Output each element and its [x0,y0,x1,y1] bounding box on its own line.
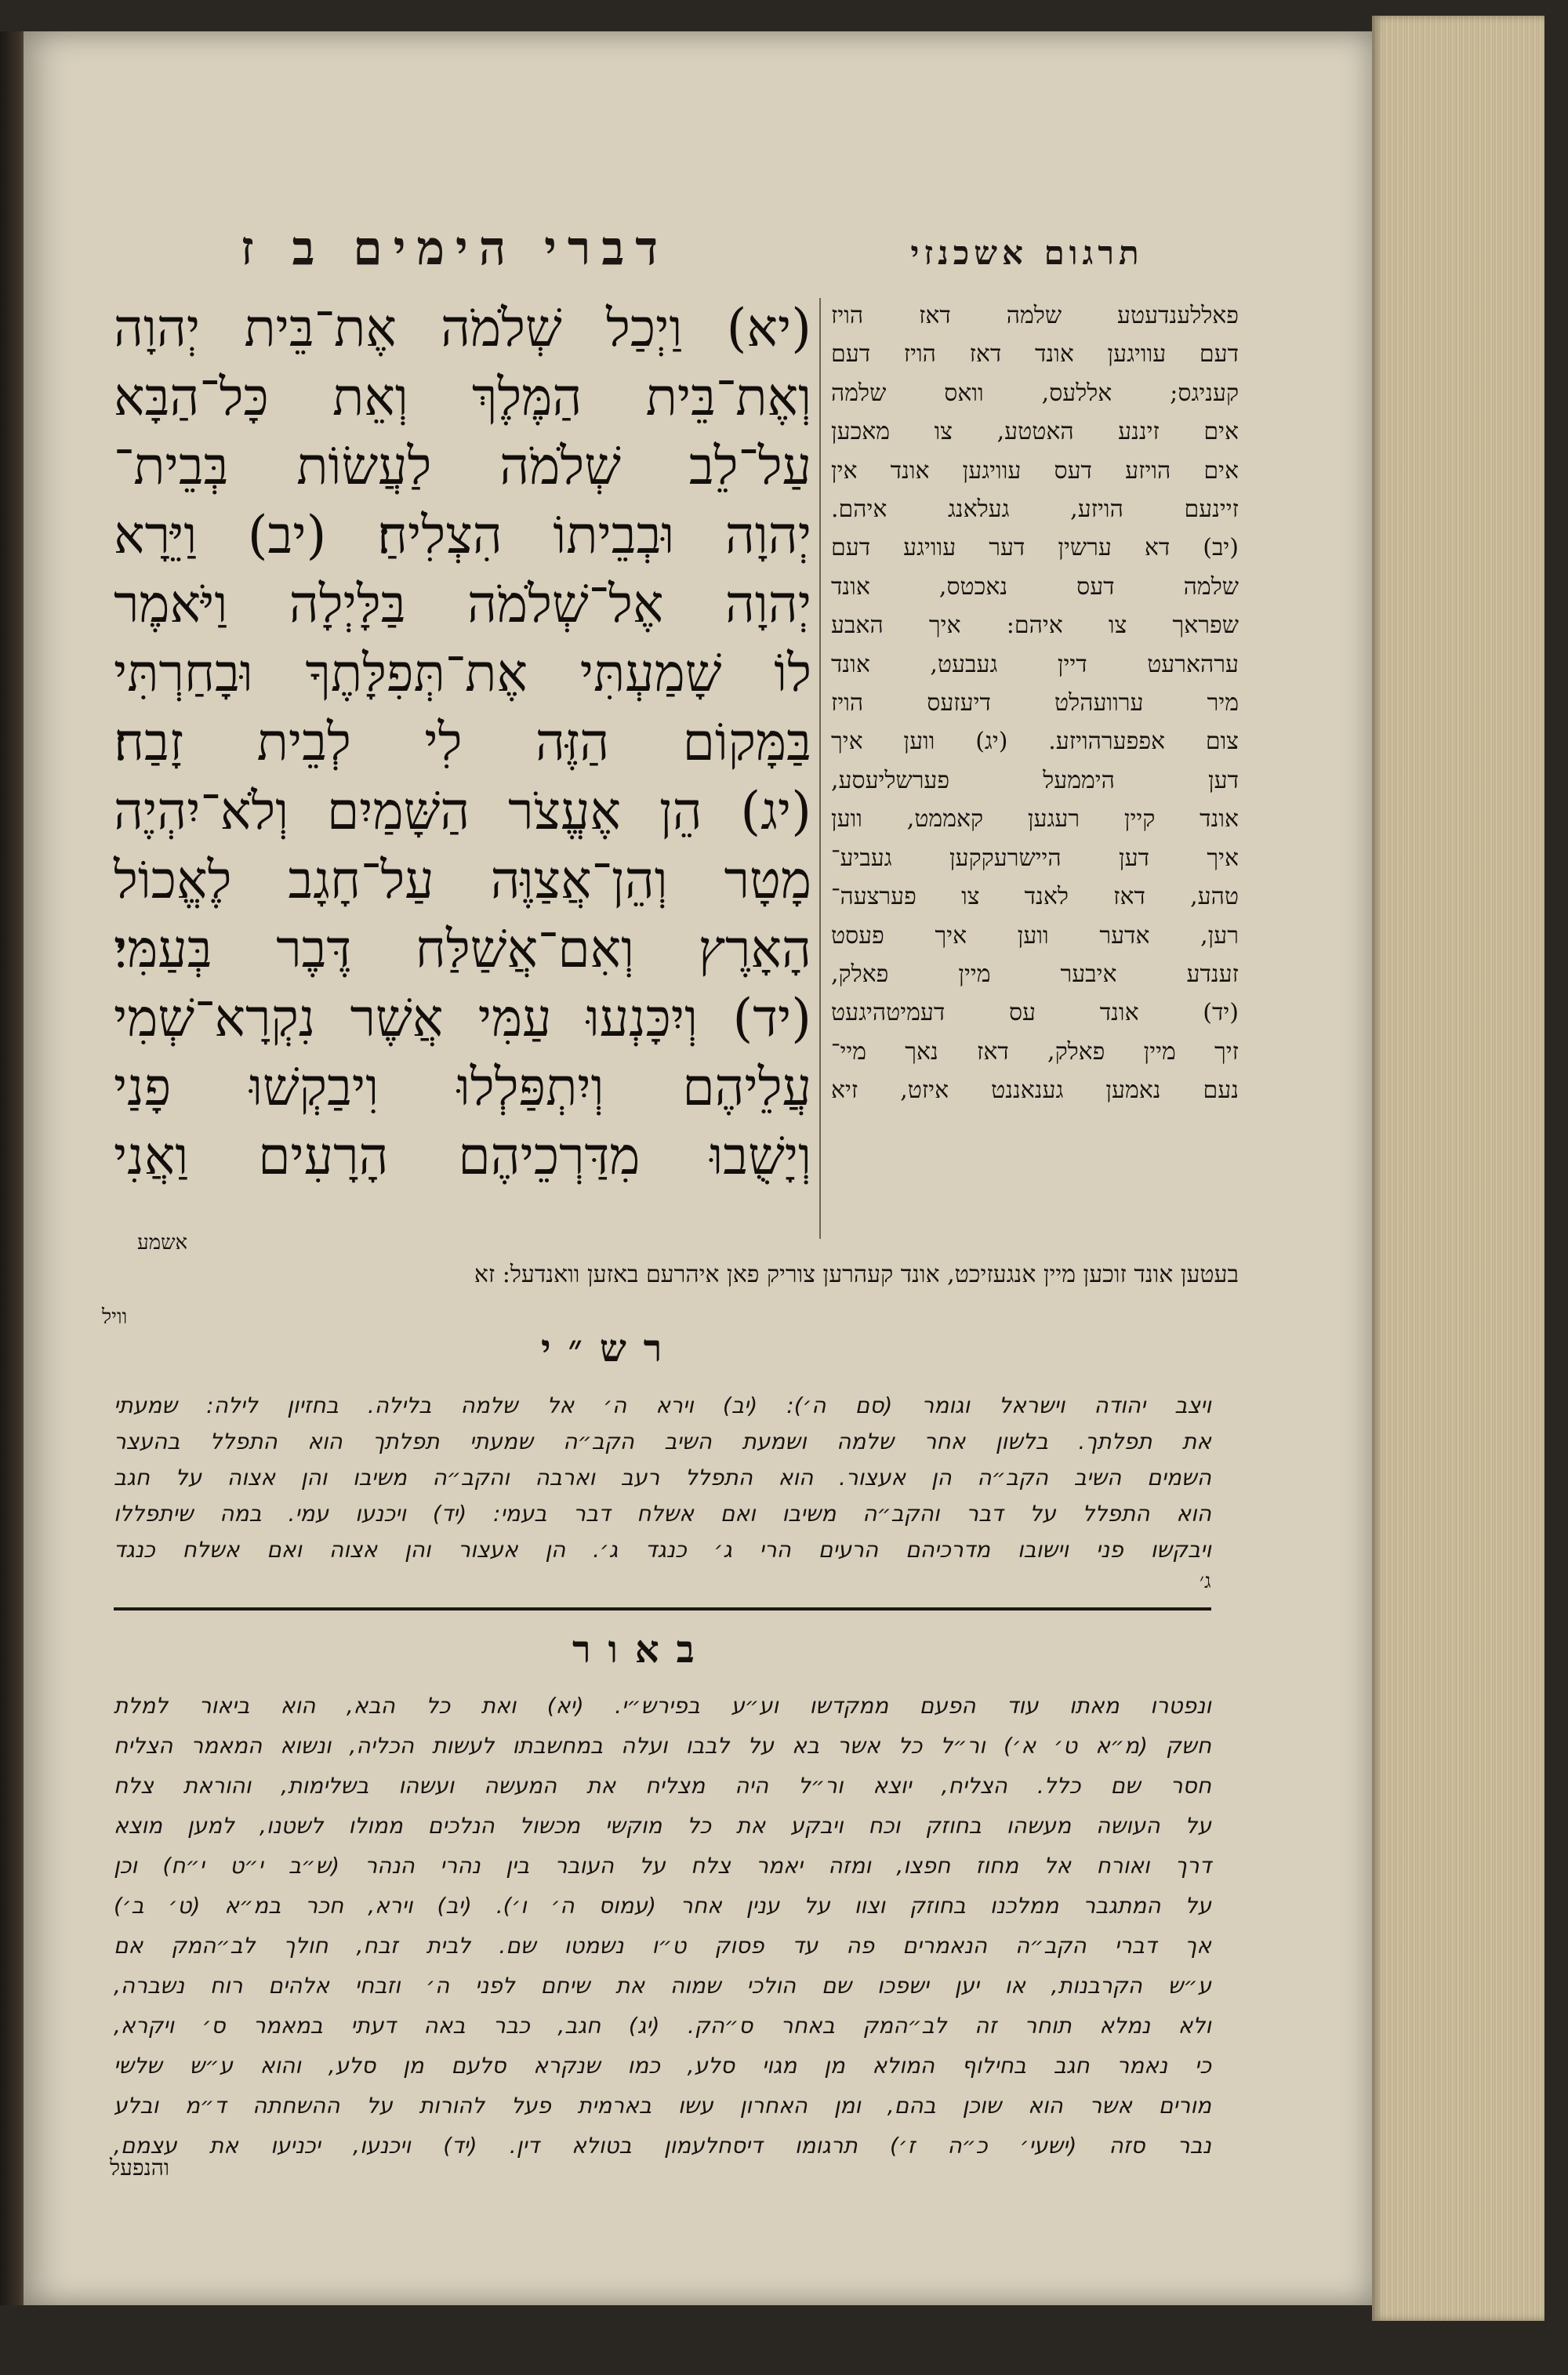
rashi-tail: ג׳ [1200,1570,1211,1593]
biur-line: ונפטרו מאתו עוד הפעם ממקדשו וע״ע בפירש״י. (יא) ואת כל הבא, הוא ביאור למלת [114,1693,1211,1719]
targum-line: ערהארעט דיין געבעט, אונד [831,650,1239,678]
rashi-title: רש״י [541,1327,680,1371]
verse-line: יְהוָה וּבְבֵיתוֹ הִצְלִיחַ׃ (יב) וַיֵּרָא [114,505,811,565]
verse-line: (יד) וְיִכָּנְעוּ עַמִּי אֲשֶׁר נִקְרָא־שְׁמִי [114,988,811,1048]
targum-line: אונד קיין רעגען קאממט, ווען [831,805,1239,833]
verse-line: וְיָשֻׁבוּ מִדַּרְכֵיהֶם הָרָעִים וַאֲנִי [114,1126,811,1186]
targum-line: שלמה דעס נאכטס, אונד [831,572,1239,601]
rashi-line: את תפלתך. בלשון אחר שלמה ושמעת השיב הקב״ה שמעתי תפלתך הוא התפלל בהעצר [114,1429,1211,1454]
section-rule [114,1607,1211,1611]
running-header-left: דברי הימים ב ז [240,221,670,276]
biur-line: אך דברי הקב״ה הנאמרים פה עד פסוק ט״ו נשמטו שם. לבית זבח, חולך לב״המק אם [114,1933,1211,1959]
targum-line: דעם עוויגען אונד דאז הויז דעם [831,340,1239,369]
verse-line: הָאָרֶץ וְאִם־אֲשַׁלַּח דֶּבֶר בְּעַמִּי׃ [114,919,811,979]
verse-line: וְאֶת־בֵּית הַמֶּלֶךְ וְאֵת כָּל־הַבָּא [114,367,811,427]
targum-line: נעם נאמען גענאננט איזט, זיא [831,1077,1239,1105]
running-header-right: תרגום אשכנזי [910,234,1144,272]
verse-line: לוֹ שָׁמַעְתִּי אֶת־תְּפִלָּתֶךָ וּבָחַרְתִּי [114,643,811,703]
biur-line: כי נאמר חגב בחילוף המולא מן מגוי סלע, כמו שנקרא סלעם מן סלע, והוא ע״ש שלשי [114,2053,1211,2079]
verse-line: (יג) הֵן אֶעֱצֹר הַשָּׁמַיִם וְלֹא־יִהְיֶה [114,781,811,841]
verse-line: עֲלֵיהֶם וְיִתְפַּלְלוּ וִיבַקְשׁוּ פָנַי [114,1057,811,1117]
targum-line: פאללענדעטע שלמה דאז הויז [831,302,1239,329]
page-fore-edge [1372,16,1544,2321]
rashi-line: השמים השיב הקב״ה הן אעצור. הוא התפלל רעב וארבה והקב״ה משיבו והן אצוה על חגב [114,1465,1211,1491]
targum-line: קעניגס; אללעס, וואס שלמה [831,379,1239,407]
biur-line: ע״ש הקרבנות, או יען ישפכו שם הולכי שמוה את שיחם לפני ה׳ וזבחי אלהים רוח נשברה, [114,1973,1211,1999]
targum-line: איך דען היישרעקקען געביע־ [831,844,1239,872]
verse-line: (יא) וַיְכַל שְׁלֹמֹה אֶת־בֵּית יְהוָה [114,298,811,358]
biur-title: באור [572,1628,712,1672]
targum-continuation-line: בעטען אונד זוכען מיין אנגעזיכט, אונד קעהרען צוריק פאן איהרעם באזען וואנדעל: זא [474,1261,1239,1288]
catchword-targum: וויל [102,1306,128,1329]
targum-line: טהע, דאז לאנד צו פערצעה־ [831,883,1239,911]
verse-line: מָטָר וְהֵן־אֲצַוֶּה עַל־חָגָב לֶאֱכוֹל [114,850,811,910]
biur-line: ולא נמלא תוחר זה לב״המק באחר ס״הק. (יג) חגב, כבר באה דעתי במאמר ס׳ ויקרא, [114,2013,1211,2039]
rashi-line: ויצב יהודה וישראל וגומר (סם ה׳): (יב) וירא ה׳ אל שלמה בלילה. בחזיון לילה: שמעתי [114,1393,1211,1418]
biur-line: על העושה מעשהו בחוזק וכח ויבקע את כל מוקשי מכשול הנלכים ממולו לשטנו, למען מוצא [114,1813,1211,1839]
rashi-commentary [114,1388,1211,1568]
catchword-main: אשמע [137,1231,188,1255]
verse-line: עַל־לֵב שְׁלֹמֹה לַעֲשׂוֹת בְּבֵית־ [114,436,811,496]
biur-commentary [114,1686,1211,2166]
main-hebrew-text [114,294,811,1191]
verse-line: יְהוָה אֶל־שְׁלֹמֹה בַּלָּיְלָה וַיֹּאמֶר [114,574,811,634]
biur-line: נבר סזה (ישעי׳ כ״ה ז׳) תרגומו דיסחלעמון בטולא דין. (יד) ויכנעו, יכניעו את עצמם, [114,2133,1211,2159]
biur-line: דרך ואורח אל מחוז חפצו, ומזה יאמר צלח על העובר בין נהרי הנהר (ש״ב י״ט י״ח) וכן [114,1853,1211,1879]
targum-line: זיך מיין פאלק, דאז נאך מיי־ [831,1037,1239,1066]
biur-tail: והנפעל [110,2155,169,2181]
rashi-line: הוא התפלל על דבר והקב״ה משיבו ואם אשלח דבר בעמי: (יד) ויכנעו עמי. במה שיתפללו [114,1501,1211,1527]
targum-line: מיר ערוועהלט דיעזעס הויז [831,689,1239,717]
targum-line: זיינעם הויזע, געלאנג איהם. [831,496,1239,524]
column-divider [819,298,821,1239]
targum-column [831,296,1239,1110]
targum-line: אים זיננע האטטע, צו מאכען [831,418,1239,446]
targum-line: (יב) דא ערשין דער עוויגע דעם [831,534,1239,562]
verse-line: בַּמָּקוֹם הַזֶּה לִי לְבֵית זָבַח׃ [114,712,811,772]
targum-line: אים הויזע דעס עוויגען אונד אין [831,456,1239,485]
targum-line: (יד) אונד עס דעמיטהיגעט [831,999,1239,1027]
rashi-line: ויבקשו פני וישובו מדרכיהם הרעים הרי ג׳ כנגד ג׳. הן אעצור והן אצוה ואם אשלח כנגד [114,1537,1211,1563]
targum-line: צום אפפערהויזע. (יג) ווען איך [831,728,1239,756]
targum-line: זענדע איבער מיין פאלק, [831,960,1239,988]
biur-line: מורים אשר הוא שוכן בהם, ומן האחרון עשו בארמית פעל להורות על ההשחתה ד״מ ובלע [114,2093,1211,2119]
biur-line: חסר שם כלל. הצליח, יוצא ור״ל היה מצליח את המעשה ועשהו בשלימות, והוראת צלח [114,1773,1211,1799]
targum-line: רען, אדער ווען איך פעסט [831,921,1239,950]
targum-line: דען היממעל פערשליעסע, [831,766,1239,794]
book-page [24,31,1372,2305]
biur-line: על המתגבר ממלכנו בחוזק וצוו על ענין אחר (עמוס ה׳ ו׳). (יב) וירא, חכר במ״א (ט׳ ב׳) [114,1893,1211,1919]
targum-line: שפראך צו איהם: איך האבע [831,612,1239,640]
biur-line: חשק (מ״א ט׳ א׳) ור״ל כל אשר בא על לבבו ועלה במחשבתו לעשות הכליה, ונשוא המאמר הצליח [114,1733,1211,1759]
